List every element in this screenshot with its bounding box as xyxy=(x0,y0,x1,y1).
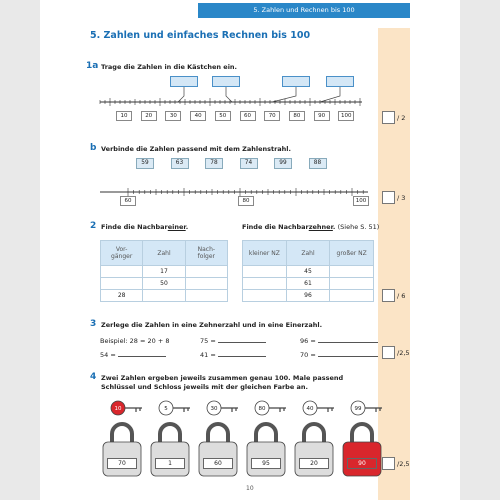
col-header: Vor- gänger xyxy=(101,241,143,266)
score-text-1b: / 3 xyxy=(397,194,406,202)
decompose-item: 96 = xyxy=(300,337,378,346)
scale-label: 50 xyxy=(215,111,231,121)
task-1b-text: Verbinde die Zahlen passend mit dem Zahlenstrahl. xyxy=(101,145,292,153)
score-box-4[interactable] xyxy=(382,457,395,470)
lock-number: 20 xyxy=(299,458,329,469)
score-text-1a: / 2 xyxy=(397,114,406,122)
table-row: 50 xyxy=(101,278,228,290)
lock-number: 60 xyxy=(203,458,233,469)
number-chip[interactable]: 59 xyxy=(136,158,154,169)
scale-label: 90 xyxy=(314,111,330,121)
table-row: 28 xyxy=(101,290,228,302)
key xyxy=(351,401,382,415)
example-text: Beispiel: 28 = 20 + 8 xyxy=(100,337,170,345)
svg-text:5: 5 xyxy=(164,406,168,412)
task-2-text-right: Finde die Nachbarzehner. (Siehe S. 51) xyxy=(242,223,380,231)
svg-text:10: 10 xyxy=(114,406,122,412)
lock-number: 90 xyxy=(347,458,377,469)
scale-label: 10 xyxy=(116,111,132,121)
lock-number: 1 xyxy=(155,458,185,469)
table-row: 17 xyxy=(101,266,228,278)
task-3-label: 3 xyxy=(90,319,97,329)
page-title: 5. Zahlen und einfaches Rechnen bis 100 xyxy=(90,30,311,41)
col-header: kleiner NZ xyxy=(243,241,287,266)
col-header: Nach- folger xyxy=(185,241,227,266)
number-chip[interactable]: 99 xyxy=(274,158,292,169)
task-4-label: 4 xyxy=(90,372,97,382)
key xyxy=(159,401,190,415)
svg-text:99: 99 xyxy=(354,406,362,412)
svg-text:40: 40 xyxy=(306,406,314,412)
decompose-item: 54 = xyxy=(100,351,166,360)
scale-label: 20 xyxy=(141,111,157,121)
number-chip[interactable]: 63 xyxy=(171,158,189,169)
scale-label: 60 xyxy=(120,196,136,206)
key xyxy=(255,401,286,415)
task-3-text: Zerlege die Zahlen in eine Zehnerzahl und in eine Einerzahl. xyxy=(101,321,323,329)
decompose-item: 70 = xyxy=(300,351,378,360)
scale-label: 40 xyxy=(190,111,206,121)
scale-label: 100 xyxy=(338,111,354,121)
number-chip[interactable]: 88 xyxy=(309,158,327,169)
number-chip[interactable]: 74 xyxy=(240,158,258,169)
key xyxy=(111,401,142,415)
key xyxy=(207,401,238,415)
col-header: Zahl xyxy=(143,241,185,266)
lock-number: 70 xyxy=(107,458,137,469)
scale-label: 30 xyxy=(165,111,181,121)
scale-label: 60 xyxy=(240,111,256,121)
decompose-item: 41 = xyxy=(200,351,266,360)
col-header: Zahl xyxy=(286,241,330,266)
score-text-2: / 6 xyxy=(397,292,406,300)
scale-label: 70 xyxy=(264,111,280,121)
scale-label: 100 xyxy=(353,196,369,206)
svg-text:30: 30 xyxy=(210,406,218,412)
chapter-header: 5. Zahlen und Rechnen bis 100 xyxy=(198,3,410,18)
decompose-item: 75 = xyxy=(200,337,266,346)
col-header: großer NZ xyxy=(330,241,374,266)
score-text-3: /2,5 xyxy=(397,349,410,357)
table-row: 45 xyxy=(243,266,374,278)
task-2-label: 2 xyxy=(90,221,97,231)
task-2-text-left: Finde die Nachbareiner. xyxy=(101,223,189,231)
page-number: 10 xyxy=(246,485,254,492)
svg-text:80: 80 xyxy=(258,406,266,412)
task-1b-label: b xyxy=(90,143,97,153)
table-row: 96 xyxy=(243,290,374,302)
task-1a-text: Trage die Zahlen in die Kästchen ein. xyxy=(101,63,238,71)
scale-label: 80 xyxy=(238,196,254,206)
key xyxy=(303,401,334,415)
lock-number: 95 xyxy=(251,458,281,469)
score-text-4: /2,5 xyxy=(397,460,410,468)
table-row: 61 xyxy=(243,278,374,290)
task-1a-label: 1a xyxy=(86,61,99,71)
scale-label: 80 xyxy=(289,111,305,121)
task-4-text: Zwei Zahlen ergeben jeweils zusammen genau 100. Male passend Schlüssel und Schloss jeweils mit der gleichen Farbe an. xyxy=(101,374,344,391)
number-chip[interactable]: 78 xyxy=(205,158,223,169)
